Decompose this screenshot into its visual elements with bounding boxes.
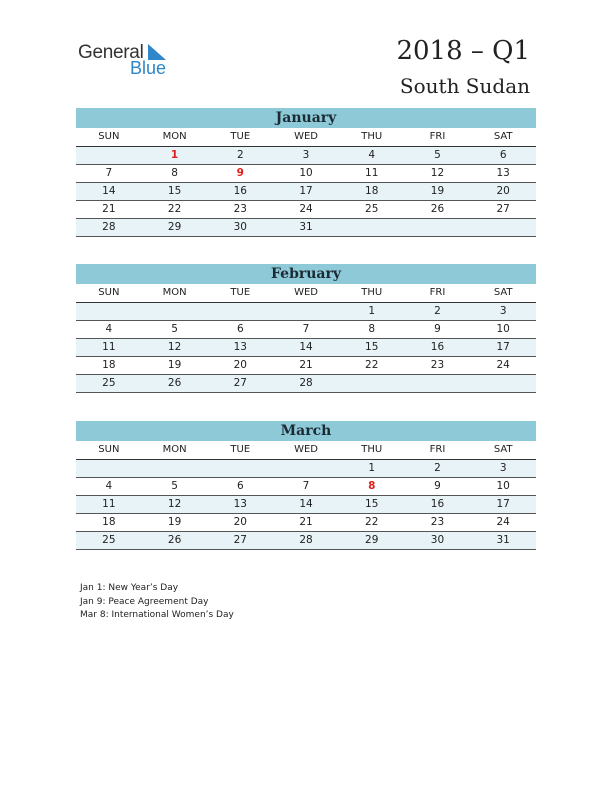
day-cell: 8 <box>368 323 376 335</box>
week-row <box>76 478 536 496</box>
day-cell <box>405 375 471 392</box>
day-cell: 26 <box>167 377 182 389</box>
day-cell: 18 <box>365 185 379 197</box>
day-cell: 14 <box>102 185 116 197</box>
weekday-label: SUN <box>98 131 120 142</box>
day-cell: 3 <box>302 149 310 161</box>
day-cell: 10 <box>496 480 510 492</box>
day-cell: 22 <box>365 516 379 528</box>
day-cell: 6 <box>236 323 244 335</box>
month-header: January <box>76 108 536 128</box>
day-cell: 29 <box>167 221 182 233</box>
day-cell <box>470 375 536 392</box>
day-cell: 20 <box>233 516 247 528</box>
day-cell: 2 <box>434 462 441 474</box>
day-cell: 21 <box>299 516 313 528</box>
day-cell: 6 <box>236 480 244 492</box>
day-cell: 15 <box>365 498 379 510</box>
weekday-label: TUE <box>230 131 251 142</box>
day-cell: 17 <box>496 498 510 510</box>
day-cell: 11 <box>365 167 379 179</box>
day-cell: 1 <box>368 305 376 317</box>
day-cell: 15 <box>365 341 379 353</box>
day-cell: 9 <box>236 167 244 179</box>
weekday-label: SUN <box>98 444 120 455</box>
day-cell: 31 <box>299 221 313 233</box>
day-cell: 21 <box>299 359 313 371</box>
day-cell <box>339 375 405 392</box>
day-cell: 13 <box>496 167 510 179</box>
weekday-header-row <box>76 128 536 147</box>
page-title: 2018 – Q1 <box>396 36 530 66</box>
day-cell: 27 <box>233 377 247 389</box>
day-cell: 4 <box>105 323 113 335</box>
day-cell: 16 <box>430 341 445 353</box>
day-cell <box>76 460 142 477</box>
day-cell: 23 <box>233 203 247 215</box>
weekday-header-row <box>76 284 536 303</box>
weekday-label: WED <box>294 444 318 455</box>
day-cell: 4 <box>105 480 113 492</box>
day-cell: 2 <box>236 149 244 161</box>
weekday-label: FRI <box>429 444 446 455</box>
day-cell: 17 <box>299 185 313 197</box>
day-cell <box>142 460 208 477</box>
holiday-item: Jan 1: New Year’s Day <box>80 583 179 593</box>
week-row <box>76 147 536 165</box>
weekday-label: WED <box>294 131 318 142</box>
day-cell: 10 <box>496 323 510 335</box>
day-cell: 24 <box>496 359 510 371</box>
logo-blue-text: Blue <box>130 58 167 78</box>
weekday-header-row <box>76 441 536 460</box>
day-cell: 27 <box>496 203 510 215</box>
day-cell <box>405 219 471 236</box>
day-cell: 2 <box>434 305 441 317</box>
day-cell: 28 <box>102 221 116 233</box>
day-cell: 21 <box>102 203 116 215</box>
day-cell <box>273 303 339 320</box>
day-cell: 13 <box>233 498 247 510</box>
day-cell: 5 <box>171 323 178 335</box>
weekday-label: WED <box>294 287 318 298</box>
holiday-item: Jan 9: Peace Agreement Day <box>80 596 209 607</box>
day-cell: 9 <box>434 323 441 335</box>
weekday-label: FRI <box>429 287 446 298</box>
week-row <box>76 357 536 375</box>
day-cell: 7 <box>105 167 113 179</box>
day-cell <box>76 303 142 320</box>
weekday-label: FRI <box>429 131 446 142</box>
week-row <box>76 201 536 219</box>
day-cell: 25 <box>102 377 116 389</box>
weekday-label: SUN <box>98 287 120 298</box>
day-cell: 16 <box>430 498 445 510</box>
day-cell: 13 <box>233 341 247 353</box>
weekday-label: SAT <box>493 287 513 298</box>
week-row <box>76 514 536 532</box>
day-cell: 12 <box>167 341 182 353</box>
week-row <box>76 339 536 357</box>
week-row <box>76 321 536 339</box>
day-cell <box>273 460 339 477</box>
day-cell: 3 <box>499 462 507 474</box>
country-name: South Sudan <box>399 74 530 98</box>
weekday-label: THU <box>361 287 383 298</box>
month-header: February <box>76 264 536 284</box>
day-cell: 18 <box>102 359 116 371</box>
week-row <box>76 303 536 321</box>
day-cell <box>76 147 142 164</box>
week-row <box>76 183 536 201</box>
day-cell: 30 <box>233 221 247 233</box>
day-cell: 4 <box>368 149 376 161</box>
day-cell: 10 <box>299 167 313 179</box>
day-cell: 22 <box>365 359 379 371</box>
weekday-label: MON <box>162 444 187 455</box>
month-calendar-march <box>76 421 536 550</box>
day-cell: 20 <box>233 359 247 371</box>
day-cell: 27 <box>233 534 247 546</box>
day-cell: 6 <box>499 149 507 161</box>
weekday-label: TUE <box>230 444 251 455</box>
day-cell: 24 <box>496 516 510 528</box>
generalblue-logo <box>78 42 188 82</box>
day-cell: 20 <box>496 185 510 197</box>
day-cell: 22 <box>167 203 182 215</box>
logo-general-text: General <box>78 42 144 63</box>
month-calendar-february <box>76 264 536 393</box>
day-cell: 23 <box>430 516 445 528</box>
weekday-label: THU <box>361 444 383 455</box>
day-cell: 14 <box>299 341 313 353</box>
weekday-label: MON <box>162 131 187 142</box>
day-cell: 8 <box>368 480 376 492</box>
day-cell: 5 <box>171 480 178 492</box>
day-cell <box>142 303 208 320</box>
weekday-label: THU <box>361 131 383 142</box>
day-cell: 24 <box>299 203 313 215</box>
day-cell: 25 <box>365 203 379 215</box>
day-cell: 11 <box>102 498 116 510</box>
holiday-list <box>80 582 234 623</box>
day-cell: 28 <box>299 534 313 546</box>
day-cell: 12 <box>430 167 445 179</box>
day-cell: 1 <box>368 462 376 474</box>
day-cell: 5 <box>434 149 441 161</box>
day-cell: 3 <box>499 305 507 317</box>
day-cell: 7 <box>302 323 310 335</box>
month-header: March <box>76 421 536 441</box>
day-cell: 19 <box>167 516 182 528</box>
week-row <box>76 165 536 183</box>
weekday-label: SAT <box>493 131 513 142</box>
day-cell: 28 <box>299 377 313 389</box>
week-row <box>76 460 536 478</box>
day-cell: 25 <box>102 534 116 546</box>
day-cell: 26 <box>167 534 182 546</box>
day-cell: 18 <box>102 516 116 528</box>
day-cell: 23 <box>430 359 445 371</box>
day-cell: 14 <box>299 498 313 510</box>
day-cell: 9 <box>434 480 441 492</box>
week-row <box>76 375 536 393</box>
day-cell: 8 <box>171 167 178 179</box>
weekday-label: SAT <box>493 444 513 455</box>
day-cell: 12 <box>167 498 182 510</box>
day-cell: 17 <box>496 341 510 353</box>
day-cell <box>207 303 273 320</box>
month-calendar-january <box>76 108 536 237</box>
day-cell <box>207 460 273 477</box>
weekday-label: TUE <box>230 287 251 298</box>
day-cell <box>470 219 536 236</box>
week-row <box>76 496 536 514</box>
day-cell: 26 <box>430 203 445 215</box>
day-cell: 29 <box>365 534 379 546</box>
day-cell: 1 <box>170 149 179 161</box>
day-cell: 19 <box>167 359 182 371</box>
week-row <box>76 219 536 237</box>
holiday-item: Mar 8: International Women’s Day <box>80 610 234 620</box>
day-cell: 11 <box>102 341 116 353</box>
weekday-label: MON <box>162 287 187 298</box>
week-row <box>76 532 536 550</box>
day-cell: 15 <box>167 185 182 197</box>
day-cell: 7 <box>302 480 310 492</box>
day-cell: 30 <box>430 534 445 546</box>
day-cell: 31 <box>496 534 510 546</box>
day-cell: 16 <box>233 185 247 197</box>
day-cell <box>339 219 405 236</box>
day-cell: 19 <box>430 185 445 197</box>
